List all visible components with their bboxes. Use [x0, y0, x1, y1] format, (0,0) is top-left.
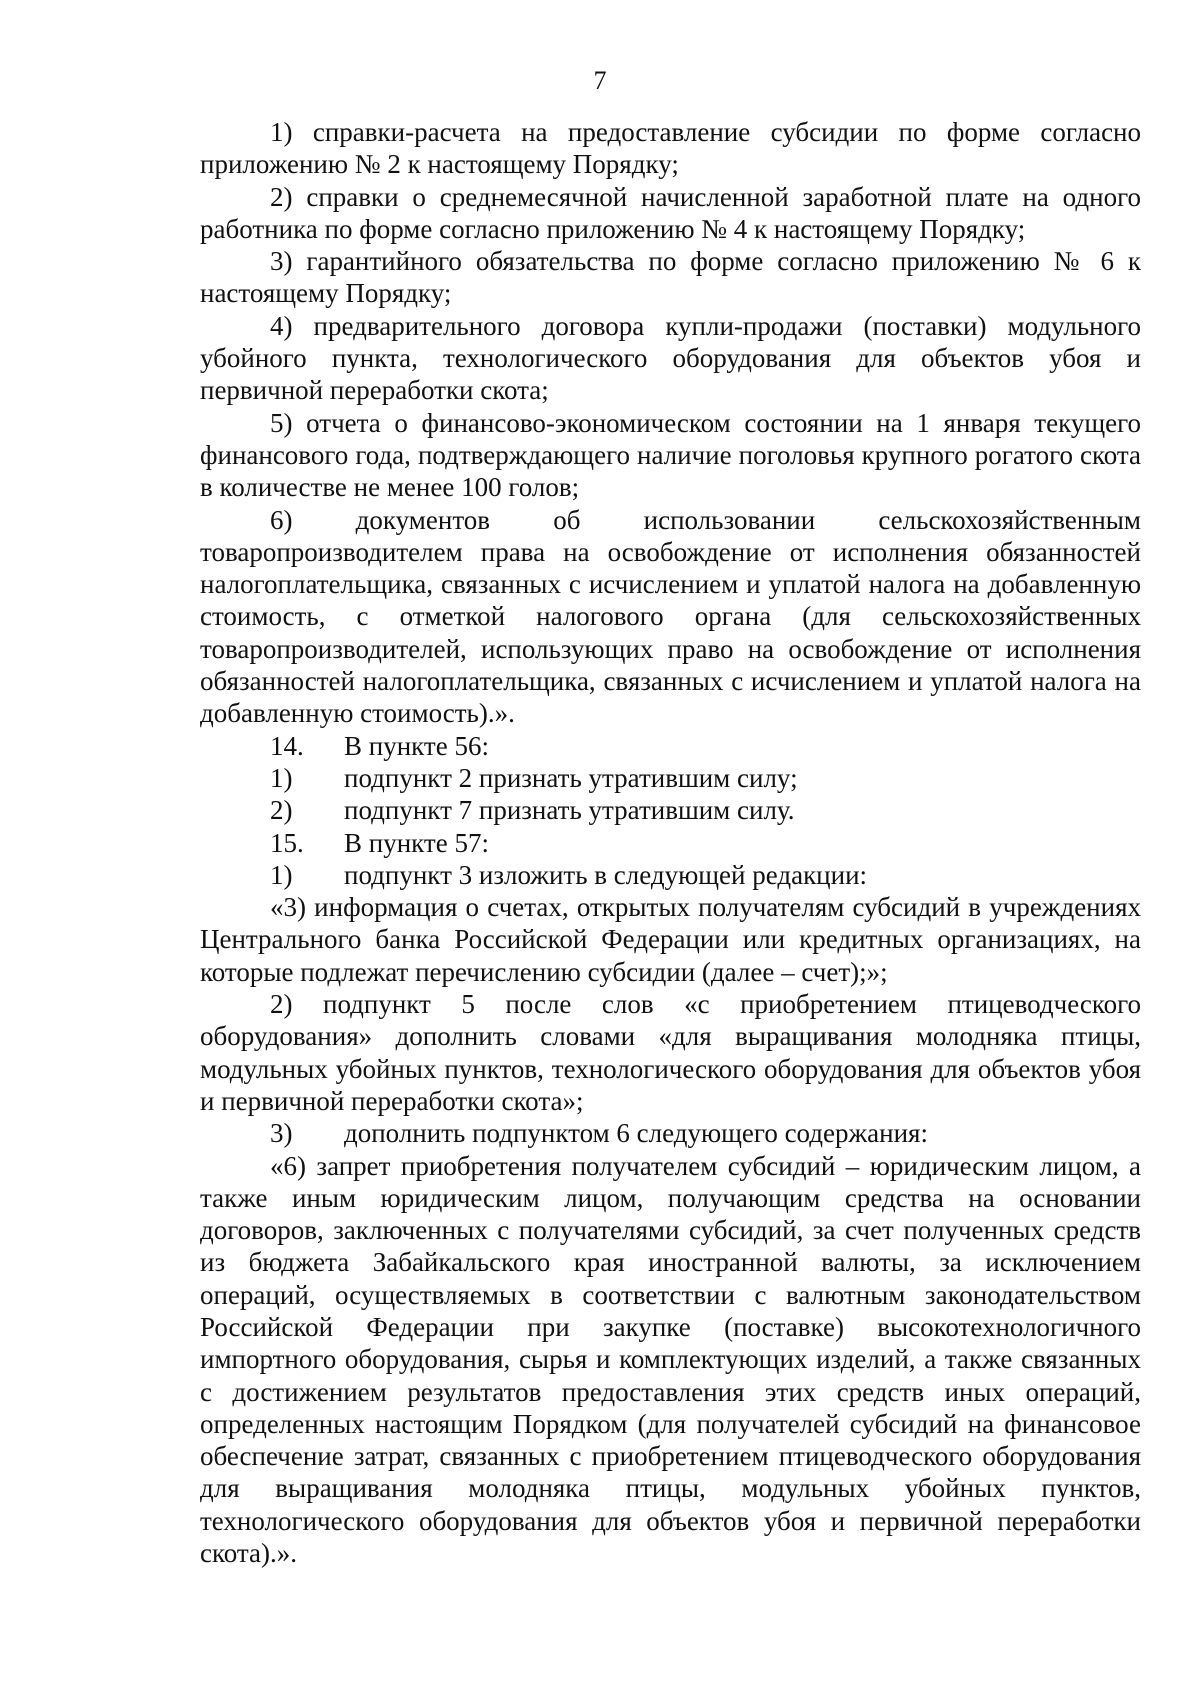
- item-number: 1): [270, 762, 293, 793]
- item-text: подпункт 7 признать утратившим силу.: [344, 795, 795, 826]
- paragraph-6: 6) документов об использовании сельскохозяйственным товаропроизводителем права на освобождение от исполнения обязанностей налогоплательщика, связанных с исчислением и уплатой налога на добавленную стоимость, с отметкой налогового органа (для сельскохозяйственных товаропроизводителей, использующих право на освобождение от исполнения обязанностей налогоплательщика, связанных с исчислением и уплатой налога на добавленную стоимость).».: [200, 504, 1141, 729]
- paragraph-5: 5) отчета о финансово-экономическом состоянии на 1 января текущего финансового года, подтверждающего наличие поголовья крупного рогатого скота в количестве не менее 100 голов;: [200, 407, 1141, 503]
- item-text: дополнить подпунктом 6 следующего содержания:: [344, 1118, 928, 1149]
- item-14-2: [200, 794, 1141, 826]
- paragraph-quote-6: «6) запрет приобретения получателем субсидий – юридическим лицом, а также иным юридическим лицом, получающим средства на основании договоров, заключенных с получателями субсидий, за счет полученных средств из бюджета Забайкальского края иностранной валюты, за исключением операций, осуществляемых в соответствии с валютным законодательством Российской Федерации при закупке (поставке) высокотехнологичного импортного оборудования, сырья и комплектующих изделий, а также связанных с достижением результатов предоставления этих средств иных операций, определенных настоящим Порядком (для получателей субсидий на финансовое обеспечение затрат, связанных с приобретением птицеводческого оборудования для выращивания молодняка птицы, модульных убойных пунктов, технологического оборудования для объектов убоя и первичной переработки скота).».: [200, 1150, 1141, 1569]
- item-number: 15.: [270, 827, 304, 858]
- page-number: 7: [593, 66, 607, 95]
- paragraph-4: 4) предварительного договора купли-продажи (поставки) модульного убойного пункта, технологического оборудования для объектов убоя и первичной переработки скота;: [200, 310, 1141, 406]
- paragraph-2: 2) справки о среднемесячной начисленной заработной плате на одного работника по форме согласно приложению № 4 к настоящему Порядку;: [200, 181, 1141, 244]
- item-number: 2): [270, 795, 293, 826]
- item-15-3: [200, 1117, 1141, 1149]
- item-number: 3): [270, 1118, 293, 1149]
- paragraph-1: 1) справки-расчета на предоставление субсидии по форме согласно приложению № 2 к настоящему Порядку;: [200, 117, 1141, 180]
- item-text: подпункт 3 изложить в следующей редакции:: [344, 859, 868, 890]
- item-15-1: [200, 859, 1141, 891]
- item-text: подпункт 2 признать утратившим силу;: [344, 762, 798, 793]
- item-15: [200, 827, 1141, 859]
- item-text: В пункте 57:: [344, 827, 489, 858]
- paragraph-15-2: 2) подпункт 5 после слов «с приобретением птицеводческого оборудования» дополнить словами «для выращивания молодняка птицы, модульных убойных пунктов, технологического оборудования для объектов убоя и первичной переработки скота»;: [200, 989, 1141, 1116]
- item-14: [200, 730, 1141, 762]
- item-14-1: [200, 762, 1141, 794]
- paragraph-3: 3) гарантийного обязательства по форме согласно приложению № 6 к настоящему Порядку;: [200, 246, 1141, 309]
- item-text: В пункте 56:: [344, 730, 489, 761]
- paragraph-quote-3: «3) информация о счетах, открытых получателям субсидий в учреждениях Центрального банка Российской Федерации или кредитных организациях, на которые подлежат перечислению субсидии (далее – счет);»;: [200, 892, 1141, 987]
- document-body: [200, 116, 1141, 1569]
- item-number: 1): [270, 859, 293, 890]
- item-number: 14.: [270, 730, 304, 761]
